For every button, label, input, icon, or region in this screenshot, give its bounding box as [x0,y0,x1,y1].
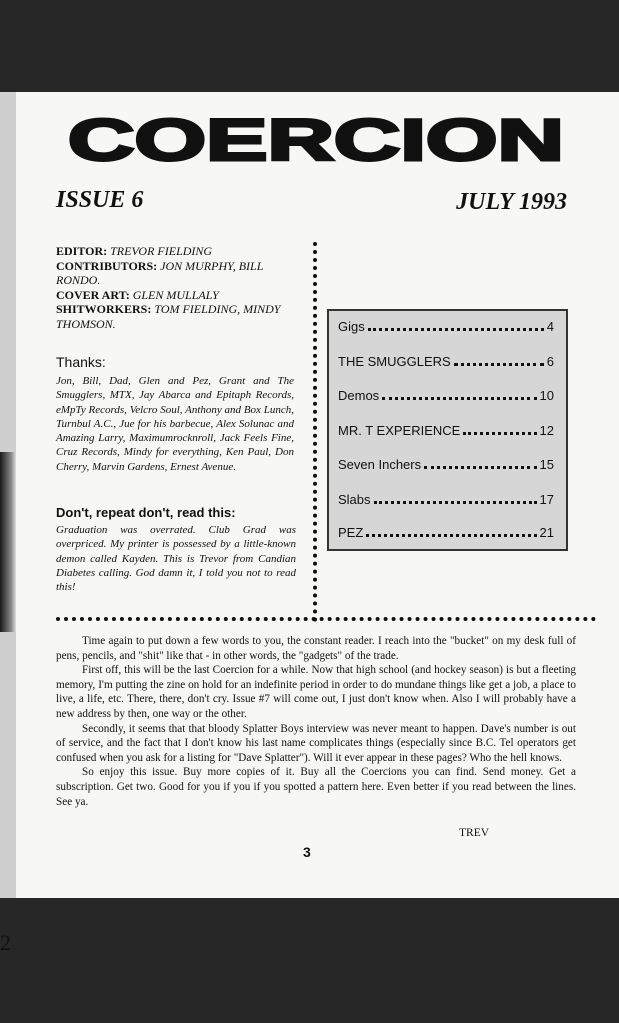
toc-item-label: Demos [338,388,380,403]
toc-item [338,354,554,369]
toc-item-label: PEZ [338,525,364,540]
toc-item [338,423,554,438]
editorial-paragraph: So enjoy this issue. Buy more copies of it. Buy all the Coercions you can find. Send money. Get a subscription. Get two. Good for you if you if you spotted a pattern here. Even better if you read between the lines. See ya. [56,766,576,808]
toc-item-label: MR. T EXPERIENCE [338,423,461,438]
scan-background-top [0,0,619,92]
horizontal-dotted-divider [56,617,596,621]
credit-editor [56,244,306,259]
credit-shitworkers-label: SHITWORKERS: [56,302,152,316]
toc-item [338,388,554,403]
toc-item-page: 4 [546,319,554,334]
credit-shitworkers-value: TOM FIELDING, MINDY THOMSON. [56,302,281,331]
credit-cover-label: COVER ART: [56,287,130,302]
editorial-text [56,634,576,809]
signature: TREV [459,827,490,839]
toc-item-page: 21 [539,525,554,540]
toc-item-page: 15 [539,457,554,472]
toc-item [338,492,554,507]
toc-item [338,457,554,472]
editorial-paragraph: Time again to put down a few words to you, the constant reader. I reach into the "bucket" on my desk full of pens, pencils, and "shit" like that - in other words, the "gadgets" of the trade. [56,635,576,662]
zine-page [16,92,619,898]
credit-contributors-label: CONTRIBUTORS: [56,258,158,273]
toc-leader-dots [424,466,536,469]
toc-item-page: 6 [546,354,554,369]
vertical-dotted-divider [313,242,321,622]
credit-contributors [56,259,306,288]
credits-block [56,244,306,331]
masthead-title: COERCION [68,112,564,166]
toc-item-label: THE SMUGGLERS [338,354,451,369]
toc-item-label: Gigs [338,319,365,334]
dont-read-body: Graduation was overrated. Club Grad was overpriced. My printer is possessed by a little-known demon called Kayden. This is Trevor from Candian Diabetes calling. God damn it, I told you not to read this! [56,524,296,594]
credit-editor-label: EDITOR: [56,244,108,258]
credit-cover-art [56,288,306,303]
credit-editor-value: TREVOR FIELDING [110,244,213,258]
toc-item-label: Slabs [338,492,371,507]
page-number: 3 [303,844,311,860]
issue-number: ISSUE 6 [56,187,144,213]
toc-item [338,319,554,334]
credit-shitworkers [56,302,306,331]
toc-item-page: 17 [539,492,554,507]
toc-item-page: 10 [539,388,554,403]
previous-page-number: 2 [0,930,11,955]
toc-item-page: 12 [539,423,554,438]
toc-leader-dots [368,328,544,331]
scan-background-bottom [0,898,619,1023]
credit-contributors-value: JON MURPHY, BILL RONDO. [56,258,264,287]
table-of-contents [327,309,568,551]
thanks-heading: Thanks: [56,354,106,370]
toc-leader-dots [374,501,537,504]
editorial-paragraph: Secondly, it seems that that bloody Splatter Boys interview was never meant to happen. Dave's number is out of service, and the fact that I don't know his last name complicates things (especially since B.C. Tel operators get confused when you ask for a listing for "Dave Splatter"). Will it ever appear in these pages? Who the hell knows. [56,722,576,764]
thanks-body: Jon, Bill, Dad, Glen and Pez, Grant and The Smugglers, MTX, Jay Abarca and Epitaph Records, eMpTy Records, Velcro Soul, Anthony and Box Lunch, Turnbul A.C., Jue for his barbecue, Alex Solunac and Amazing Larry, Maximumrocknroll, Jack Feels Fine, Cruz Records, Mindy for everything, Ken Paul, Don Cherry, Marvin Gardens, Ernest Avenue. [56,375,294,473]
toc-item-label: Seven Inchers [338,457,422,472]
masthead-logo-graphic [66,112,566,166]
editorial-paragraph: First off, this will be the last Coercion for a while. Now that high school (and hockey season) is but a fleeting memory, I'm putting the zine on hold for an indefinite period in order to do mundane things like get a job, a place to live, a life, etc. There, there, don't cry. Issue #7 will come out, I just don't know when. Also I will probably have a new address by then, one way or the other. [56,664,576,720]
issue-date: JULY 1993 [456,189,567,215]
toc-leader-dots [382,397,536,400]
toc-leader-dots [463,432,536,435]
masthead-logo [66,112,566,166]
previous-page-image-edge [0,452,16,632]
credit-cover-value: GLEN MULLALY [132,287,219,302]
previous-page-edge [0,92,16,955]
toc-leader-dots [454,363,544,366]
toc-item [338,525,554,540]
dont-read-heading: Don't, repeat don't, read this: [56,505,236,520]
toc-leader-dots [366,534,536,537]
